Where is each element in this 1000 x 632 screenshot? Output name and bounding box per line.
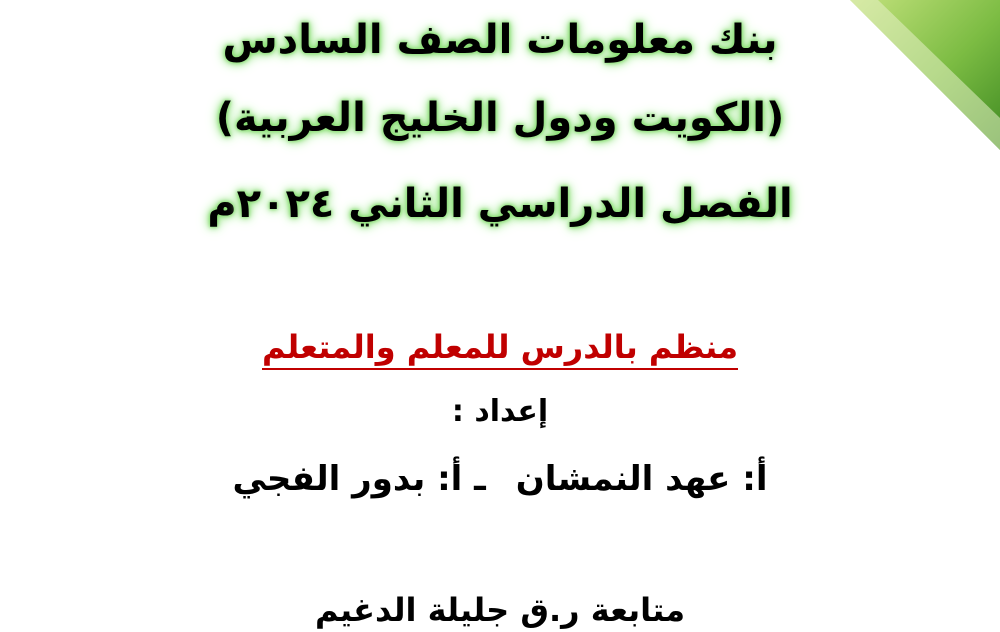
title-line-grade: بنك معلومات الصف السادس [222,17,778,63]
author-name: ـ أ: بدور الفجي [232,459,486,499]
subtitle-text: منظم بالدرس للمعلم والمتعلم [262,328,738,370]
prepared-by-label: إعداد : [451,394,549,429]
follow-up-line: متابعة ر.ق جليلة الدغيم [314,591,686,629]
subtitle-organizer [0,325,1000,369]
authors-line [0,456,1000,502]
author-name: أ: عهد النمشان [515,459,768,499]
title-line-semester: الفصل الدراسي الثاني ٢٠٢٤م [207,181,793,227]
title-line-subject: (الكويت ودول الخليج العربية) [215,95,785,141]
